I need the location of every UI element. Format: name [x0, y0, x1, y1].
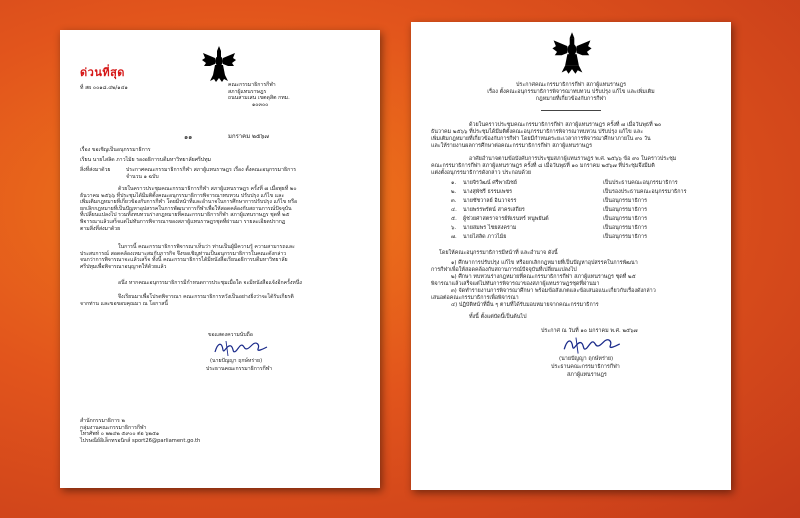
text-line: ในการนี้ คณะกรรมาธิการพิจารณาเห็นว่า ท่านเป็นผู้มีความรู้ ความสามารถและ: [118, 244, 295, 250]
sender-address: [228, 82, 290, 108]
attachment-count: จำนวน ๑ ฉบับ: [126, 174, 159, 180]
member-number: ๑.: [451, 180, 457, 186]
closing-salutation: ขอแสดงความนับถือ: [208, 332, 253, 338]
reference-number: ที่ สผ ๐๐๑๘.๔๒/๑๔๑: [80, 85, 128, 91]
member-number: ๗.: [451, 234, 457, 240]
title-line: เรื่อง ตั้งคณะอนุกรรมาธิการพิจารณาทบทวน ปรับปรุง แก้ไข และเพิ่มเติม: [487, 89, 655, 95]
garuda-emblem-icon: [202, 44, 236, 84]
duties-list: [431, 260, 721, 309]
body-paragraph-4: [80, 294, 370, 307]
member-role: เป็นอนุกรรมาธิการ: [603, 216, 647, 222]
text-line: ตามสิ่งที่ส่งมาด้วย: [80, 225, 121, 232]
footer-line: ไปรษณีย์อิเล็กทรอนิกส์ sport26@parliament.go.th: [80, 437, 201, 444]
announcement-paragraph-1: [431, 122, 721, 150]
address-line: ๑๐๓๐๐: [252, 101, 269, 108]
member-role: เป็นรองประธานคณะอนุกรรมาธิการ: [603, 189, 687, 195]
text-line: ธันวาคม ๒๕๖๖ ที่ประชุมได้มีมติตั้งคณะอนุกรรมาธิการพิจารณาทบทวน ปรับปรุง แก้ไข และ: [431, 129, 644, 135]
member-role: เป็นอนุกรรมาธิการ: [603, 207, 647, 213]
text-line: แต่งตั้งอนุกรรมาธิการดังกล่าว ประกอบด้วย: [431, 170, 532, 176]
footer-line: สำนักกรรมาธิการ ๒: [80, 418, 125, 424]
signer-organization: สภาผู้แทนราษฎร: [567, 372, 607, 378]
attachment-label: สิ่งที่ส่งมาด้วย: [80, 167, 111, 173]
member-role: เป็นประธานคณะอนุกรรมาธิการ: [603, 180, 678, 186]
duty-line: ๑) ศึกษาการปรับปรุง แก้ไข หรือยกเลิกกฎหมายที่เป็นปัญหาอุปสรรคในการพัฒนา: [451, 260, 638, 266]
member-role: เป็นอนุกรรมาธิการ: [603, 198, 647, 204]
invitation-letter-page: [60, 30, 380, 488]
address-line: คณะกรรมาธิการกีฬา: [228, 82, 276, 88]
duty-line: เสนอต่อคณะกรรมาธิการเพื่อพิจารณา: [431, 295, 519, 301]
member-name: นายสมพร ไชยสงคราม: [463, 225, 517, 231]
attachment-text: ประกาศคณะกรรมาธิการกีฬา สภาผู้แทนราษฎร เรื่อง ตั้งคณะอนุกรรมาธิการ: [126, 167, 297, 173]
member-name: นายจิรวัฒน์ ศรีพาณิชย์: [463, 180, 517, 186]
member-role: เป็นอนุกรรมาธิการ: [603, 234, 647, 240]
duty-line: ๒) ศึกษา ทบทวนร่างกฎหมายที่คณะกรรมาธิการกีฬา สภาผู้แทนราษฎร ชุดที่ ๒๕: [451, 274, 636, 280]
announcement-page: [411, 22, 731, 490]
footer-line: โทรศัพท์ ๐ ๒๒๔๒ ๕๙๐๐ ต่อ ๖๒๕๑: [80, 431, 160, 438]
text-line: จากท่าน และขอขอบคุณมา ณ โอกาสนี้: [80, 300, 168, 307]
member-name: นางสุพัชรี ธรรมเพชร: [463, 189, 513, 195]
member-name: ผู้ช่วยศาสตราจารย์พิเรนทร์ หนูพยันต์: [463, 216, 549, 222]
duty-line: ๓) จัดทำรายงานการพิจารณาศึกษา พร้อมข้อสังเกตและข้อเสนอแนะเกี่ยวกับเรื่องดังกล่าว: [451, 288, 656, 294]
footer-line: กลุ่มงานคณะกรรมาธิการกีฬา: [80, 424, 147, 431]
member-number: ๖.: [451, 225, 457, 231]
duties-intro: โดยให้คณะอนุกรรมาธิการมีหน้าที่ และอำนาจ ดังนี้: [439, 250, 558, 256]
address-line: สภาผู้แทนราษฎร: [228, 88, 267, 95]
letter-recipient: เรียน นายไสลิด ภาวไม้ย รองอธิการบดีมหาวิทยาลัยศรีปทุม: [80, 157, 211, 163]
text-line: จึงเรียนมาเพื่อโปรดพิจารณา คณะกรรมาธิการหวังเป็นอย่างยิ่งว่าจะได้รับเกียรติ: [118, 294, 294, 300]
text-line: ประสบการณ์ สอดคล้องเหมาะสมกับภารกิจ จึงขอเชิญท่านเป็นอนุกรรมาธิการในคณะดังกล่าว: [80, 250, 287, 257]
duty-line: พิจารณาแล้วเสร็จแต่ไม่ทันการพิจารณาของสภาผู้แทนราษฎรชุดที่ผ่านมา: [431, 281, 600, 287]
signer-name: (นายปัญญา ฤกษ์หร่าย): [210, 358, 263, 364]
signature-icon: [561, 334, 623, 356]
text-line: ที่เปลี่ยนแปลงไป รวมทั้งทบทวนร่างกฎหมายที่คณะกรรมาธิการกีฬา สภาผู้แทนราษฎร ชุดที่ ๒๕: [80, 212, 290, 219]
letter-footer: [80, 418, 200, 444]
member-name: นายชัชวาลย์ อินวาจรร: [463, 198, 517, 204]
text-line: ยกเลิกกฎหมายที่เป็นปัญหาอุปสรรคในการพัฒนาการกีฬาเพื่อให้สอดคล้องกับสถานการณ์ปัจจุบัน: [80, 205, 292, 212]
member-number: ๒.: [451, 189, 457, 195]
text-line: คณะกรรมาธิการกีฬา สภาผู้แทนราษฎร ครั้งที่ ๘ เมื่อวันพุธที่ ๑๐ มกราคม ๒๕๖๗ ที่ประชุมจึงมีมติ: [431, 163, 655, 169]
text-line: พิจารณาแล้วเสร็จแต่ไม่ทันการพิจารณาของสภาผู้แทนราษฎรชุดที่ผ่านมา รายละเอียดปรากฏ: [80, 218, 286, 225]
duty-line: ๔) ปฏิบัติหน้าที่อื่น ๆ ตามที่ได้รับมอบหมายจากคณะกรรมาธิการ: [451, 302, 599, 308]
body-paragraph-2: [80, 244, 370, 270]
text-line: ศรีปทุมเพื่อพิจารณาอนุญาตให้ด้วยแล้ว: [80, 263, 167, 270]
text-line: จนกว่าการพิจารณาจะแล้วเสร็จ ทั้งนี้ คณะกรรมาธิการได้มีหนังสือเรียนอธิการบดีมหาวิทยาลัย: [80, 257, 288, 264]
urgent-stamp: ด่วนที่สุด: [80, 66, 125, 79]
text-line: และให้รายงานผลการศึกษาต่อคณะกรรมาธิการกีฬา สภาผู้แทนราษฎร: [431, 143, 592, 149]
address-line: ถนนสามเสน เขตดุสิต กทม.: [228, 95, 290, 102]
letter-date-day: ๑๑: [184, 133, 193, 141]
member-number: ๓.: [451, 198, 457, 204]
announcement-paragraph-2: [431, 156, 721, 177]
title-line: ประกาศคณะกรรมาธิการกีฬา สภาผู้แทนราษฎร: [516, 82, 626, 88]
member-role: เป็นอนุกรรมาธิการ: [603, 225, 647, 231]
title-divider: [541, 110, 601, 111]
letter-subject: เรื่อง ขอเชิญเป็นอนุกรรมาธิการ: [80, 147, 151, 153]
text-line: ด้วยในคราวประชุมคณะกรรมาธิการกีฬา สภาผู้แทนราษฎร ครั้งที่ ๗ เมื่อวันพุธที่ ๒๐: [469, 122, 662, 128]
member-number: ๔.: [451, 207, 457, 213]
announcement-title: [411, 82, 731, 103]
text-line: เพิ่มเติมกฎหมายที่เกี่ยวข้องกับการกีฬา โดยมีหน้าที่และอำนาจในการศึกษาการปรับปรุง แก้ไข หรือ: [80, 199, 298, 206]
body-paragraph-1: [80, 186, 370, 232]
title-line: กฎหมายที่เกี่ยวข้องกับการกีฬา: [535, 96, 607, 102]
member-name: นายไสลิด ภาวไม้ย: [463, 234, 507, 240]
body-paragraph-3: อนึ่ง หากคณะอนุกรรมาธิการมีกำหนดการประชุมเมื่อใด จะมีหนังสือแจ้งอีกครั้งหนึ่ง: [118, 280, 302, 286]
text-line: เพิ่มเติมกฎหมายที่เกี่ยวข้องกับการกีฬา โดยมีกำหนดระยะเวลาการพิจารณาศึกษาภายใน ๙๐ วัน: [431, 136, 651, 142]
duty-line: การกีฬาเพื่อให้สอดคล้องกับสถานการณ์ปัจจุบันที่เปลี่ยนแปลงไป: [431, 267, 577, 273]
member-name: นายพรรพรัตน์ สาครเสถียร: [463, 207, 525, 213]
effective-clause: ทั้งนี้ ตั้งแต่บัดนี้เป็นต้นไป: [469, 314, 527, 320]
signer-title: ประธานคณะกรรมาธิการกีฬา: [206, 366, 273, 372]
garuda-emblem-icon: [551, 30, 593, 76]
letter-date: มกราคม ๒๕๖๗: [228, 133, 269, 140]
signature-icon: [212, 338, 270, 358]
text-line: อาศัยอำนาจตามข้อบังคับการประชุมสภาผู้แทนราษฎร พ.ศ. ๒๕๖๖ ข้อ ๙๐ ในคราวประชุม: [469, 156, 677, 162]
text-line: ธันวาคม ๒๕๖๖ ที่ประชุมได้มีมติตั้งคณะอนุกรรมาธิการพิจารณาทบทวน ปรับปรุง แก้ไข และ: [80, 192, 285, 199]
member-number: ๕.: [451, 216, 457, 222]
announcement-date: ประกาศ ณ วันที่ ๑๐ มกราคม พ.ศ. ๒๕๖๗: [541, 328, 638, 334]
signer-title: ประธานคณะกรรมาธิการกีฬา: [551, 364, 620, 370]
text-line: ด้วยในคราวประชุมคณะกรรมาธิการกีฬา สภาผู้แทนราษฎร ครั้งที่ ๗ เมื่อพุธที่ ๒๐: [118, 186, 297, 192]
signer-name: (นายปัญญา ฤกษ์หร่าย): [559, 356, 614, 362]
